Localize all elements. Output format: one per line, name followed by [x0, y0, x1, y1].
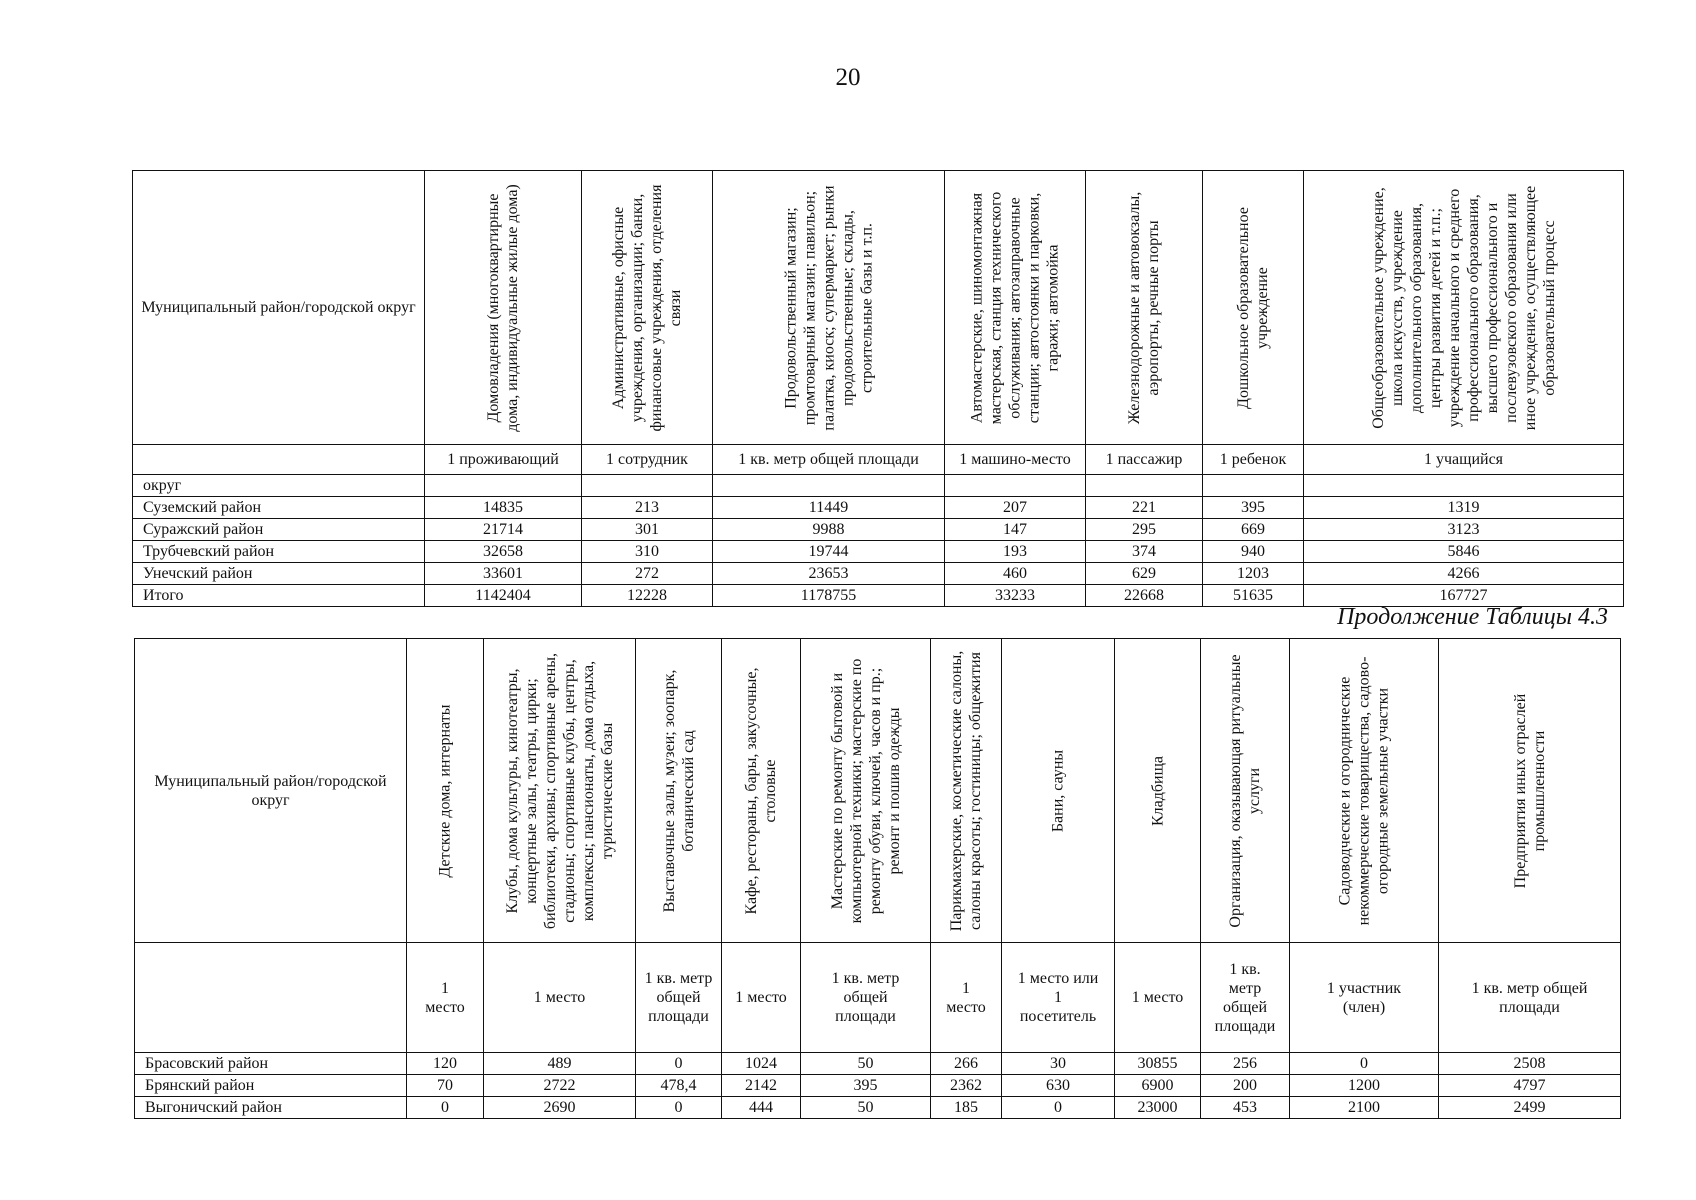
value-cell [1203, 475, 1304, 497]
value-cell: 295 [1086, 519, 1203, 541]
table-1 [132, 170, 1624, 607]
value-cell: 30 [1002, 1053, 1115, 1075]
value-cell: 19744 [713, 541, 945, 563]
column-header: Садоводческие и огороднические некоммерческие товарищества, садово-огородные земельные участки [1290, 639, 1439, 943]
value-cell: 0 [1290, 1053, 1439, 1075]
table-row [133, 519, 1624, 541]
unit-cell: 1 место или 1 посетитель [1002, 943, 1115, 1053]
value-cell: 9988 [713, 519, 945, 541]
unit-row [133, 445, 1624, 475]
value-cell: 3123 [1304, 519, 1624, 541]
unit-cell: 1 сотрудник [582, 445, 713, 475]
value-cell [713, 475, 945, 497]
table-row [135, 1075, 1621, 1097]
unit-cell: 1 место [407, 943, 484, 1053]
value-cell: 4797 [1439, 1075, 1621, 1097]
value-cell: 266 [931, 1053, 1002, 1075]
value-cell [945, 475, 1086, 497]
value-cell: 1024 [722, 1053, 801, 1075]
column-header: Автомастерские, шиномонтажная мастерская, станция технического обслуживания; автозаправочные станции; автостоянки и парковки, гаражи; автомойка [945, 171, 1086, 445]
value-cell: 50 [801, 1097, 931, 1119]
value-cell: 200 [1201, 1075, 1290, 1097]
table-2 [134, 638, 1621, 1119]
region-name: Унечский район [133, 563, 425, 585]
value-cell [1304, 475, 1624, 497]
empty-cell [135, 943, 407, 1053]
column-header: Парикмахерские, косметические салоны, салоны красоты; гостиницы; общежития [931, 639, 1002, 943]
value-cell [425, 475, 582, 497]
value-cell: 1319 [1304, 497, 1624, 519]
column-header: Клубы, дома культуры, кинотеатры, концертные залы, театры, цирки; библиотеки, архивы; спортивные арены, стадионы; спортивные клубы, центры, комплексы; пансионаты, дома отдыха, туристические базы [484, 639, 636, 943]
value-cell: 213 [582, 497, 713, 519]
value-cell: 2722 [484, 1075, 636, 1097]
unit-cell: 1 кв. метр общей площади [636, 943, 722, 1053]
value-cell: 256 [1201, 1053, 1290, 1075]
value-cell: 444 [722, 1097, 801, 1119]
unit-cell: 1 пассажир [1086, 445, 1203, 475]
unit-row [135, 943, 1621, 1053]
value-cell: 0 [636, 1097, 722, 1119]
column-header: Кладбища [1115, 639, 1201, 943]
column-header: Продовольственный магазин; промтоварный магазин; павильон; палатка, киоск; супермаркет; рынки продовольственные; склады, строительные базы и т.п. [713, 171, 945, 445]
value-cell: 167727 [1304, 585, 1624, 607]
region-name: Выгоничский район [135, 1097, 407, 1119]
table-row [135, 1097, 1621, 1119]
header-row [133, 171, 1624, 445]
region-name: Суземский район [133, 497, 425, 519]
value-cell: 395 [801, 1075, 931, 1097]
region-name: Суражский район [133, 519, 425, 541]
region-name: Трубчевский район [133, 541, 425, 563]
value-cell: 630 [1002, 1075, 1115, 1097]
value-cell: 1203 [1203, 563, 1304, 585]
value-cell: 453 [1201, 1097, 1290, 1119]
region-name: Итого [133, 585, 425, 607]
value-cell: 2508 [1439, 1053, 1621, 1075]
unit-cell: 1 место [1115, 943, 1201, 1053]
value-cell: 301 [582, 519, 713, 541]
region-name: Брасовский район [135, 1053, 407, 1075]
header-row [135, 639, 1621, 943]
column-header: Мастерские по ремонту бытовой и компьютерной техники; мастерские по ремонту обуви, ключей, часов и пр.; ремонт и пошив одежды [801, 639, 931, 943]
region-header: Муниципальный район/городской округ [133, 171, 425, 445]
value-cell: 478,4 [636, 1075, 722, 1097]
empty-cell [133, 445, 425, 475]
column-header: Общеобразовательное учреждение, школа искусств, учреждение дополнительного образования, центры развития детей и т.п.; учреждение начального и среднего профессионального образования, высшего профессионального и послевузовского образования или иное учреждение, осуществляющее образовательный процесс [1304, 171, 1624, 445]
value-cell: 310 [582, 541, 713, 563]
unit-cell: 1 место [484, 943, 636, 1053]
value-cell: 940 [1203, 541, 1304, 563]
unit-cell: 1 участник (член) [1290, 943, 1439, 1053]
value-cell: 50 [801, 1053, 931, 1075]
column-header: Железнодорожные и автовокзалы, аэропорты, речные порты [1086, 171, 1203, 445]
column-header: Детские дома, интернаты [407, 639, 484, 943]
column-header: Кафе, рестораны, бары, закусочные, столовые [722, 639, 801, 943]
value-cell: 23653 [713, 563, 945, 585]
value-cell: 460 [945, 563, 1086, 585]
value-cell: 33601 [425, 563, 582, 585]
page-number: 20 [835, 64, 861, 91]
region-header: Муниципальный район/городской округ [135, 639, 407, 943]
unit-cell: 1 место [931, 943, 1002, 1053]
column-header: Административные, офисные учреждения, организации; банки, финансовые учреждения, отделения связи [582, 171, 713, 445]
region-name: Брянский район [135, 1075, 407, 1097]
value-cell [1086, 475, 1203, 497]
value-cell: 1200 [1290, 1075, 1439, 1097]
unit-cell: 1 кв. метр общей площади [801, 943, 931, 1053]
value-cell: 22668 [1086, 585, 1203, 607]
value-cell: 669 [1203, 519, 1304, 541]
value-cell: 33233 [945, 585, 1086, 607]
table-row [133, 563, 1624, 585]
table-row [135, 1053, 1621, 1075]
unit-cell: 1 кв. метр общей площади [713, 445, 945, 475]
column-header: Домовладения (многоквартирные дома, индивидуальные жилые дома) [425, 171, 582, 445]
column-header: Организация, оказывающая ритуальные услуги [1201, 639, 1290, 943]
value-cell: 374 [1086, 541, 1203, 563]
value-cell: 2142 [722, 1075, 801, 1097]
value-cell: 1178755 [713, 585, 945, 607]
value-cell: 221 [1086, 497, 1203, 519]
value-cell: 395 [1203, 497, 1304, 519]
value-cell: 0 [636, 1053, 722, 1075]
value-cell: 272 [582, 563, 713, 585]
value-cell: 0 [407, 1097, 484, 1119]
value-cell: 4266 [1304, 563, 1624, 585]
unit-cell: 1 учащийся [1304, 445, 1624, 475]
value-cell: 23000 [1115, 1097, 1201, 1119]
value-cell: 12228 [582, 585, 713, 607]
unit-cell: 1 машино-место [945, 445, 1086, 475]
value-cell: 489 [484, 1053, 636, 1075]
table-caption: Продолжение Таблицы 4.3 [1337, 604, 1608, 630]
column-header: Предприятия иных отраслей промышленности [1439, 639, 1621, 943]
value-cell: 2362 [931, 1075, 1002, 1097]
value-cell: 70 [407, 1075, 484, 1097]
value-cell: 14835 [425, 497, 582, 519]
unit-cell: 1 ребенок [1203, 445, 1304, 475]
value-cell: 207 [945, 497, 1086, 519]
column-header: Бани, сауны [1002, 639, 1115, 943]
value-cell: 5846 [1304, 541, 1624, 563]
value-cell: 51635 [1203, 585, 1304, 607]
value-cell: 2690 [484, 1097, 636, 1119]
column-header: Выставочные залы, музеи; зоопарк, ботанический сад [636, 639, 722, 943]
value-cell: 0 [1002, 1097, 1115, 1119]
value-cell: 1142404 [425, 585, 582, 607]
value-cell: 6900 [1115, 1075, 1201, 1097]
table-row [133, 541, 1624, 563]
region-name: округ [133, 475, 425, 497]
value-cell: 2100 [1290, 1097, 1439, 1119]
unit-cell: 1 место [722, 943, 801, 1053]
value-cell: 30855 [1115, 1053, 1201, 1075]
value-cell: 11449 [713, 497, 945, 519]
unit-cell: 1 проживающий [425, 445, 582, 475]
value-cell: 21714 [425, 519, 582, 541]
table-row [133, 475, 1624, 497]
value-cell: 193 [945, 541, 1086, 563]
column-header: Дошкольное образовательное учреждение [1203, 171, 1304, 445]
value-cell [582, 475, 713, 497]
value-cell: 185 [931, 1097, 1002, 1119]
value-cell: 32658 [425, 541, 582, 563]
value-cell: 120 [407, 1053, 484, 1075]
unit-cell: 1 кв. метр общей площади [1439, 943, 1621, 1053]
table-row [133, 497, 1624, 519]
unit-cell: 1 кв. метр общей площади [1201, 943, 1290, 1053]
value-cell: 2499 [1439, 1097, 1621, 1119]
value-cell: 147 [945, 519, 1086, 541]
value-cell: 629 [1086, 563, 1203, 585]
